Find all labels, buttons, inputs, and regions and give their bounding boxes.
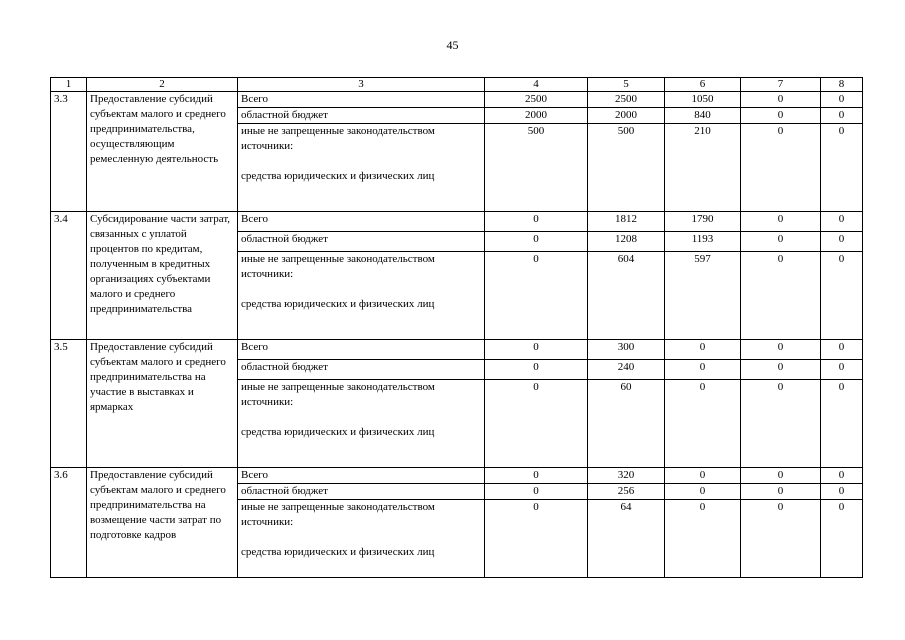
value-cell: 0: [821, 252, 863, 340]
row-index: 3.5: [51, 340, 87, 468]
page-number: 45: [446, 38, 459, 52]
value-cell: 0: [485, 252, 588, 340]
value-cell: 1812: [588, 212, 665, 232]
value-cell: 0: [741, 232, 821, 252]
value-cell: 0: [485, 468, 588, 484]
value-cell: 0: [665, 500, 741, 578]
value-cell: 0: [741, 108, 821, 124]
value-cell: 320: [588, 468, 665, 484]
source-regional: областной бюджет: [238, 360, 485, 380]
value-cell: 1193: [665, 232, 741, 252]
value-cell: 240: [588, 360, 665, 380]
measure-name: Предоставление субсидий субъектам малого и среднего предпринимательства на участие в выставках и ярмарках: [87, 340, 238, 468]
row-index: 3.3: [51, 92, 87, 212]
table-row: [51, 212, 863, 232]
source-legal-label: средства юридических и физических лиц: [241, 426, 435, 438]
value-cell: 0: [741, 360, 821, 380]
header-cell: 8: [821, 78, 863, 92]
value-cell: 60: [588, 380, 665, 468]
source-regional: областной бюджет: [238, 232, 485, 252]
value-cell: 0: [821, 468, 863, 484]
source-other-label: иные не запрещенные законодательством источники:: [241, 381, 435, 408]
value-cell: 0: [665, 360, 741, 380]
value-cell: 0: [821, 124, 863, 212]
header-cell: 6: [665, 78, 741, 92]
value-cell: 0: [741, 468, 821, 484]
source-other-label: иные не запрещенные законодательством источники:: [241, 253, 435, 280]
budget-table: [50, 77, 863, 578]
value-cell: 210: [665, 124, 741, 212]
value-cell: 0: [741, 252, 821, 340]
value-cell: 0: [821, 500, 863, 578]
header-cell: 5: [588, 78, 665, 92]
source-total: Всего: [238, 92, 485, 108]
source-total: Всего: [238, 340, 485, 360]
source-other-label: иные не запрещенные законодательством источники:: [241, 501, 435, 528]
row-index: 3.4: [51, 212, 87, 340]
value-cell: 2000: [485, 108, 588, 124]
source-other: [238, 500, 485, 578]
value-cell: 0: [741, 212, 821, 232]
measure-name: Предоставление субсидий субъектам малого и среднего предпринимательства, осуществляющим ремесленную деятельность: [87, 92, 238, 212]
value-cell: 0: [665, 340, 741, 360]
value-cell: 0: [665, 468, 741, 484]
value-cell: 2500: [588, 92, 665, 108]
header-row: [51, 78, 863, 92]
header-cell: 3: [238, 78, 485, 92]
value-cell: 597: [665, 252, 741, 340]
value-cell: 0: [821, 232, 863, 252]
value-cell: 0: [485, 484, 588, 500]
source-other: [238, 380, 485, 468]
value-cell: 0: [821, 484, 863, 500]
value-cell: 1050: [665, 92, 741, 108]
measure-name: Субсидирование части затрат, связанных с уплатой процентов по кредитам, полученным в кредитных организациях субъектами малого и среднего предпринимательства: [87, 212, 238, 340]
table-row: [51, 468, 863, 484]
value-cell: 0: [665, 380, 741, 468]
source-legal-label: средства юридических и физических лиц: [241, 170, 435, 182]
value-cell: 2500: [485, 92, 588, 108]
value-cell: 840: [665, 108, 741, 124]
value-cell: 0: [821, 340, 863, 360]
value-cell: 0: [741, 500, 821, 578]
value-cell: 0: [821, 360, 863, 380]
value-cell: 500: [485, 124, 588, 212]
header-cell: 1: [51, 78, 87, 92]
source-legal-label: средства юридических и физических лиц: [241, 298, 435, 310]
value-cell: 256: [588, 484, 665, 500]
value-cell: 0: [821, 108, 863, 124]
value-cell: 0: [485, 360, 588, 380]
value-cell: 0: [485, 500, 588, 578]
value-cell: 1790: [665, 212, 741, 232]
value-cell: 0: [741, 340, 821, 360]
header-cell: 2: [87, 78, 238, 92]
source-total: Всего: [238, 212, 485, 232]
value-cell: 0: [485, 340, 588, 360]
value-cell: 0: [741, 92, 821, 108]
row-index: 3.6: [51, 468, 87, 578]
value-cell: 0: [821, 92, 863, 108]
header-cell: 4: [485, 78, 588, 92]
value-cell: 500: [588, 124, 665, 212]
value-cell: 0: [485, 232, 588, 252]
source-total: Всего: [238, 468, 485, 484]
source-regional: областной бюджет: [238, 108, 485, 124]
source-other-label: иные не запрещенные законодательством источники:: [241, 125, 435, 152]
value-cell: 2000: [588, 108, 665, 124]
value-cell: 0: [741, 484, 821, 500]
header-cell: 7: [741, 78, 821, 92]
value-cell: 1208: [588, 232, 665, 252]
value-cell: 604: [588, 252, 665, 340]
value-cell: 0: [741, 124, 821, 212]
source-other: [238, 252, 485, 340]
value-cell: 0: [741, 380, 821, 468]
value-cell: 0: [821, 212, 863, 232]
value-cell: 300: [588, 340, 665, 360]
table-row: [51, 340, 863, 360]
value-cell: 0: [821, 380, 863, 468]
source-other: [238, 124, 485, 212]
value-cell: 0: [485, 380, 588, 468]
value-cell: 64: [588, 500, 665, 578]
measure-name: Предоставление субсидий субъектам малого и среднего предпринимательства на возмещение части затрат по подготовке кадров: [87, 468, 238, 578]
table-row: [51, 92, 863, 108]
value-cell: 0: [665, 484, 741, 500]
value-cell: 0: [485, 212, 588, 232]
source-legal-label: средства юридических и физических лиц: [241, 546, 435, 558]
source-regional: областной бюджет: [238, 484, 485, 500]
